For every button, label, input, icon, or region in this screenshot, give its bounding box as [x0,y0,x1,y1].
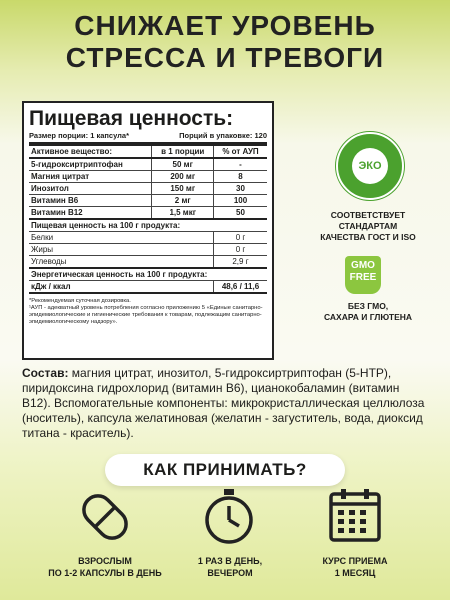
footnote-2: ¹АУП - адекватный уровень потребления согласно приложению 5 «Единые санитарно-эпидемиологические и гигиенические требования к товарам, подлежащим санитарно-эпидемиологическому надзору». [29,305,263,325]
eco-badge-caption [302,210,434,243]
footnote [29,298,267,326]
energy-title: Энергетическая ценность на 100 г продукта: [29,268,267,281]
row-name: Магния цитрат [29,171,152,183]
table-row [29,183,267,195]
clock-icon [203,486,255,546]
headline-line-1: СНИЖАЕТ УРОВЕНЬ [74,10,376,41]
per100-name: Жиры [29,244,214,256]
serving-size: Размер порции: 1 капсула* [29,131,130,140]
table-row [29,244,267,256]
row-pct: 30 [214,183,268,195]
per100-title-row [29,219,267,232]
energy-title-row [29,268,267,281]
table-row [29,158,267,171]
row-amount: 200 мг [152,171,214,183]
per100-name: Углеводы [29,256,214,269]
footnote-1: *Рекомендуемая суточная дозировка. [29,298,131,304]
composition-text: магния цитрат, инозитол, 5-гидроксиртриптофан (5-HTP), пиридоксина гидрохлорид (витамин B6), цианокобаламин (витамин B12). Вспомогательные компоненты: микрокристаллическая целлюлоза (носитель), капсула желатиновая (желатин - загуститель, вода, диоксид титана - краситель). [22,366,425,440]
per100-title: Пищевая ценность на 100 г продукта: [29,219,267,232]
composition-label: Состав: [22,366,69,380]
frequency-line-2: ВЕЧЕРОМ [207,568,253,578]
course-line-2: 1 МЕСЯЦ [334,568,376,578]
dosage-line-2: ПО 1-2 КАПСУЛЫ В ДЕНЬ [48,568,162,578]
row-pct: 8 [214,171,268,183]
row-pct: 50 [214,207,268,220]
row-amount: 50 мг [152,158,214,171]
per100-name: Белки [29,232,214,244]
dosage-line-1: ВЗРОСЛЫМ [78,556,132,566]
frequency-line-1: 1 РАЗ В ДЕНЬ, [197,556,263,566]
row-name: Инозитол [29,183,152,195]
frequency-caption [170,555,290,579]
eco-caption-3: КАЧЕСТВА ГОСТ И ISO [320,232,416,242]
per100-value: 0 г [214,232,268,244]
per100-value: 2,9 г [214,256,268,269]
energy-value: 48,6 / 11,6 [214,281,268,294]
gmo-free-icon [345,256,381,294]
row-name: Витамин B12 [29,207,152,220]
row-amount: 1,5 мкг [152,207,214,220]
servings-per-pack: Порций в упаковке: 120 [179,131,267,140]
row-name: Витамин B6 [29,195,152,207]
free-label: FREE [349,272,377,283]
headline-line-2: СТРЕССА И ТРЕВОГИ [65,42,385,73]
row-name: 5-гидроксиртриптофан [29,158,152,171]
eco-caption-2: СТАНДАРТАМ [338,221,398,231]
table-row [29,195,267,207]
calendar-icon [327,486,383,544]
composition [22,366,430,441]
row-pct: - [214,158,268,171]
table-row [29,171,267,183]
dosage-caption [45,555,165,579]
course-caption [295,555,415,579]
capsule-icon [76,488,134,546]
energy-name: кДж / ккал [29,281,214,294]
how-to-take-heading: КАК ПРИНИМАТЬ? [105,454,345,486]
row-amount: 2 мг [152,195,214,207]
gmo-caption-2: САХАРА И ГЛЮТЕНА [323,312,413,322]
headline [0,10,450,74]
gmo-badge-caption [302,301,434,323]
nutrition-table [29,146,267,294]
nutrition-title: Пищевая ценность: [29,107,234,130]
header-pct: % от АУП [214,146,268,158]
row-amount: 150 мг [152,183,214,195]
header-per-serving: в 1 порции [152,146,214,158]
table-row [29,232,267,244]
nutrition-facts-panel [22,101,274,360]
eco-caption-1: СООТВЕТСТВУЕТ [330,210,406,220]
row-pct: 100 [214,195,268,207]
eco-quality-seal-icon [336,132,404,200]
table-row [29,281,267,294]
per100-value: 0 г [214,244,268,256]
table-header-row [29,146,267,158]
gmo-label: GMO [351,260,375,271]
gmo-caption-1: БЕЗ ГМО, [347,301,389,311]
course-line-1: КУРС ПРИЕМА [322,556,388,566]
table-row [29,207,267,220]
table-row [29,256,267,269]
serving-info [29,131,267,146]
header-substance: Активное вещество: [29,146,152,158]
eco-seal-center: ЭКО [352,148,388,184]
